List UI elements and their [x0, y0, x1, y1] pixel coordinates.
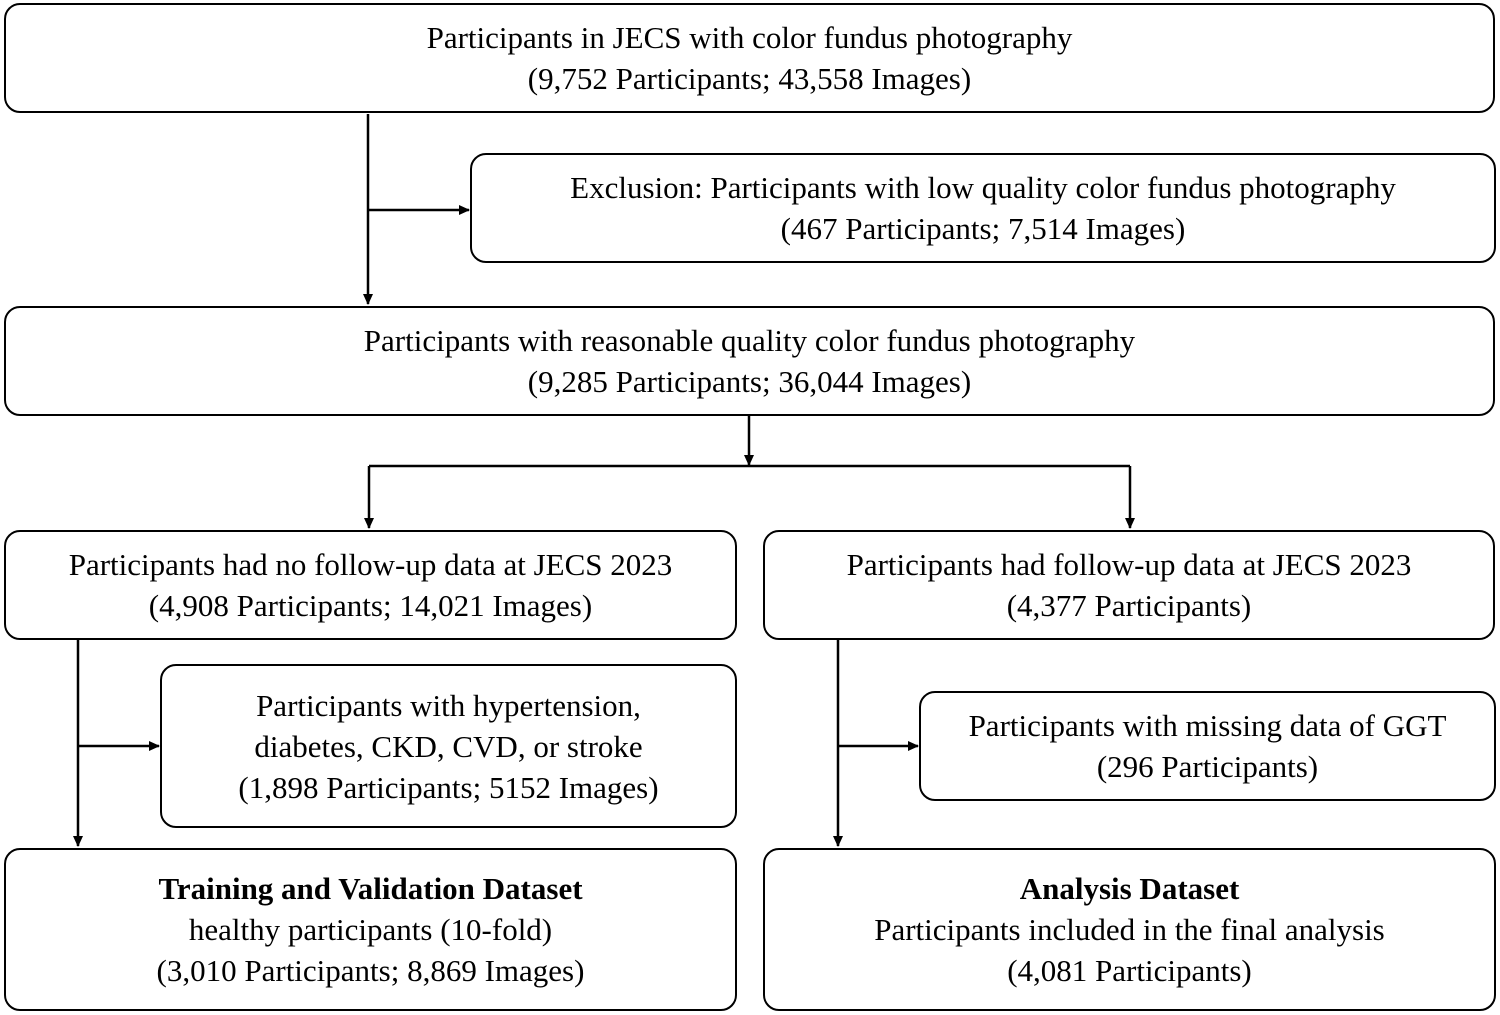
- training-dataset-line2: healthy participants (10-fold): [188, 912, 553, 947]
- reasonable-quality-line2: (9,285 Participants; 36,044 Images): [527, 364, 972, 399]
- followup-line1: Participants had follow-up data at JECS 2023: [846, 547, 1412, 582]
- training-dataset-title: Training and Validation Dataset: [158, 871, 583, 906]
- analysis-dataset-box: [763, 848, 1496, 1011]
- no-followup-box: [4, 530, 737, 640]
- analysis-dataset-line2: Participants included in the final analysis: [874, 912, 1385, 947]
- exclusion-ggt-line1: Participants with missing data of GGT: [968, 708, 1447, 743]
- exclusion-quality-line2: (467 Participants; 7,514 Images): [780, 211, 1186, 246]
- no-followup-line2: (4,908 Participants; 14,021 Images): [148, 588, 593, 623]
- training-dataset-line3: (3,010 Participants; 8,869 Images): [156, 953, 585, 988]
- analysis-dataset-line3: (4,081 Participants): [1007, 953, 1252, 988]
- reasonable-quality-box: [4, 306, 1495, 416]
- exclusion-disease-line3: (1,898 Participants; 5152 Images): [238, 769, 659, 805]
- exclusion-ggt-line2: (296 Participants): [1096, 749, 1319, 784]
- no-followup-line1: Participants had no follow-up data at JECS 2023: [68, 547, 673, 582]
- exclusion-disease-line1: Participants with hypertension,: [256, 687, 641, 723]
- start-box-line1: Participants in JECS with color fundus photography: [426, 20, 1073, 55]
- exclusion-quality-line1: Exclusion: Participants with low quality color fundus photography: [570, 170, 1396, 205]
- analysis-dataset-title: Analysis Dataset: [1019, 871, 1240, 906]
- start-box: [4, 3, 1495, 113]
- followup-box: [763, 530, 1495, 640]
- exclusion-disease-line2: diabetes, CKD, CVD, or stroke: [254, 728, 643, 764]
- reasonable-quality-line1: Participants with reasonable quality color fundus photography: [363, 323, 1136, 358]
- exclusion-quality-box: [470, 153, 1496, 263]
- training-dataset-box: [4, 848, 737, 1011]
- exclusion-ggt-box: [919, 691, 1496, 801]
- followup-line2: (4,377 Participants): [1006, 588, 1252, 623]
- exclusion-disease-box: [160, 664, 737, 828]
- start-box-line2: (9,752 Participants; 43,558 Images): [527, 61, 972, 96]
